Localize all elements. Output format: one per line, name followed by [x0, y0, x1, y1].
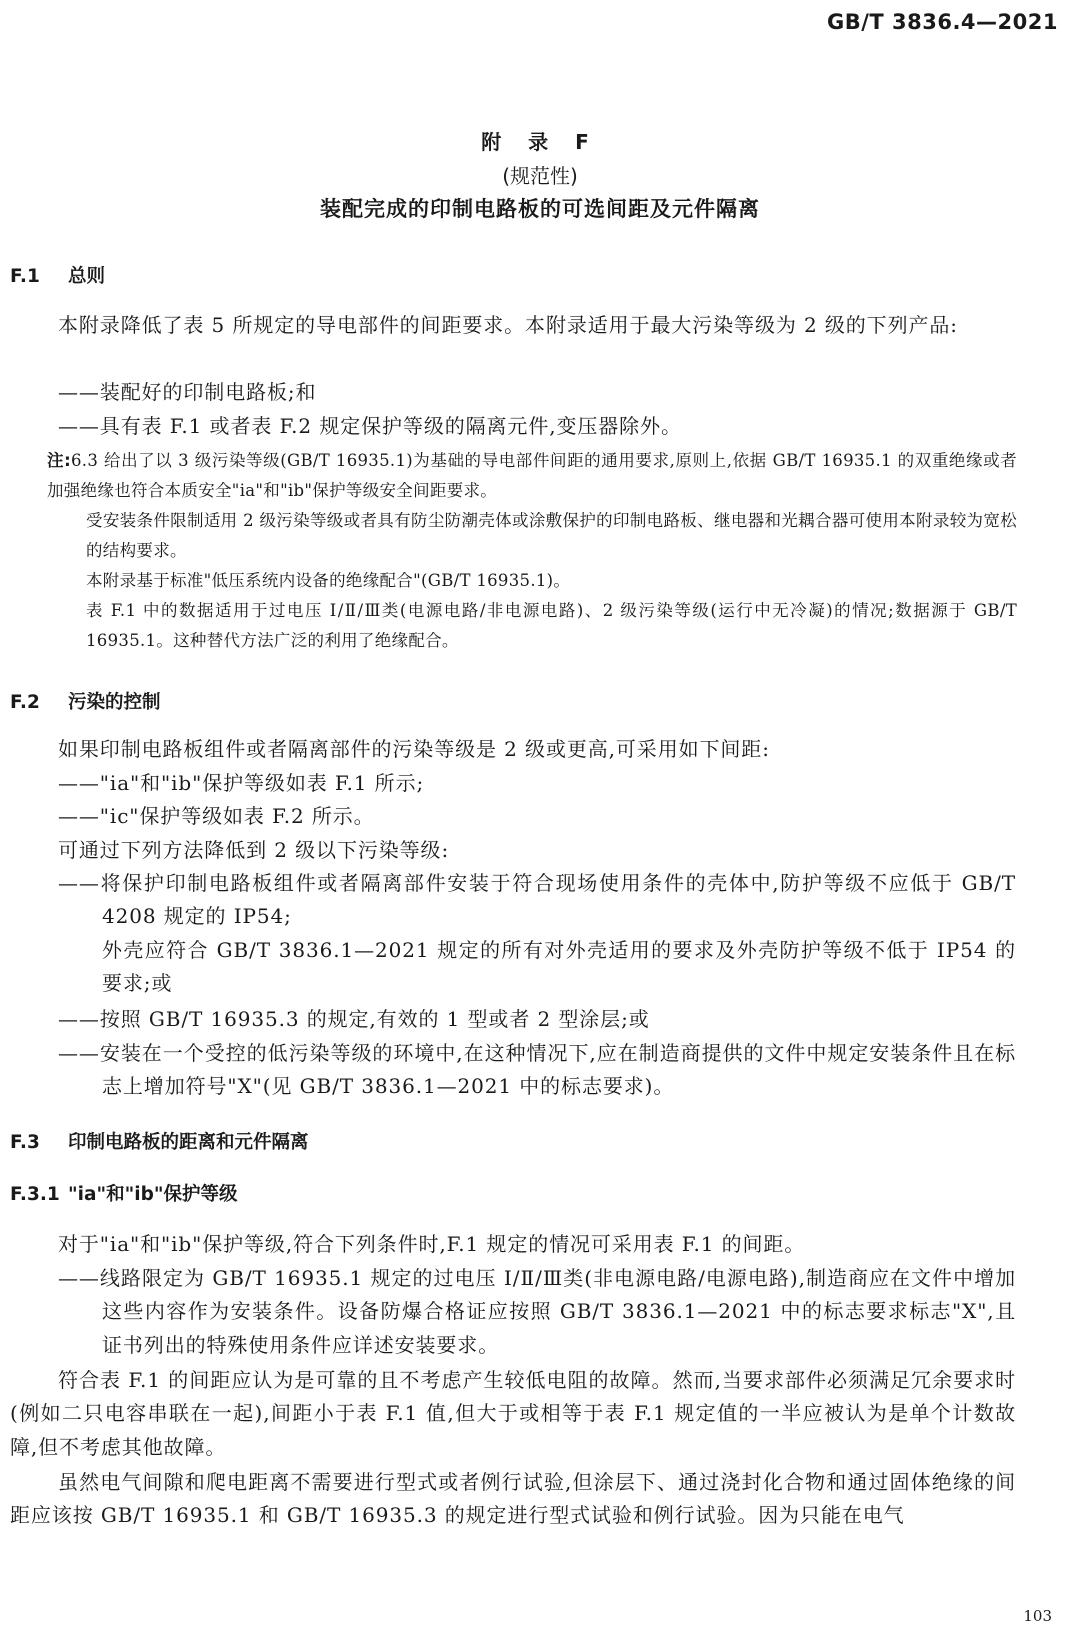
section-number: F.2 — [10, 692, 40, 713]
paragraph: 如果印制电路板组件或者隔离部件的污染等级是 2 级或更高,可采用如下间距: — [58, 737, 770, 761]
note-text: 本附录基于标准"低压系统内设备的绝缘配合"(GB/T 16935.1)。 — [86, 571, 571, 590]
list-item: ——将保护印制电路板组件或者隔离部件安装于符合现场使用条件的壳体中,防护等级不应低于 GB/T 4208 规定的 IP54; — [58, 871, 1016, 929]
section-heading-f1 — [10, 262, 105, 288]
page-number: 103 — [1023, 1607, 1052, 1625]
note-label: 注: — [47, 451, 71, 470]
section-number: F.1 — [10, 266, 40, 287]
list-item: ——线路限定为 GB/T 16935.1 规定的过电压 Ⅰ/Ⅱ/Ⅲ类(非电源电路/电源电路),制造商应在文件中增加这些内容作为安装条件。设备防爆合格证应按照 GB/T 3836.1—2021 中的标志要求标志"X",且证书列出的特殊使用条件应详述安装要求。 — [58, 1266, 1016, 1357]
appendix-type: (规范性) — [502, 164, 578, 188]
paragraph: 符合表 F.1 的间距应认为是可靠的且不考虑产生较低电阻的故障。然而,当要求部件必须满足冗余要求时(例如二只电容串联在一起),间距小于表 F.1 值,但大于或相等于表 F.1 规定值的一半应被认为是单个计数故障,但不考虑其他故障。 — [10, 1368, 1016, 1459]
standard-code: GB/T 3836.4—2021 — [826, 10, 1058, 34]
list-item: ——"ia"和"ib"保护等级如表 F.1 所示; — [58, 771, 425, 795]
note-text: 6.3 给出了以 3 级污染等级(GB/T 16935.1)为基础的导电部件间距的通用要求,原则上,依据 GB/T 16935.1 的双重绝缘或者加强绝缘也符合本质安全"ia"和"ib"保护等级安全间距要求。 — [47, 451, 1018, 500]
paragraph: 可通过下列方法降低到 2 级以下污染等级: — [58, 838, 450, 862]
note-text: 表 F.1 中的数据适用于过电压 Ⅰ/Ⅱ/Ⅲ类(电源电路/非电源电路)、2 级污染等级(运行中无冷凝)的情况;数据源于 GB/T 16935.1。这种替代方法广泛的利用了绝缘配合。 — [86, 601, 1017, 650]
section-title: "ia"和"ib"保护等级 — [68, 1184, 238, 1205]
section-heading-f31 — [10, 1180, 237, 1206]
section-heading-f2 — [10, 688, 161, 714]
paragraph: 本附录降低了表 5 所规定的导电部件的间距要求。本附录适用于最大污染等级为 2 级的下列产品: — [58, 313, 958, 337]
appendix-title: 附 录 F — [481, 130, 599, 154]
section-title: 印制电路板的距离和元件隔离 — [68, 1132, 309, 1153]
section-title: 污染的控制 — [68, 692, 161, 713]
list-item: ——具有表 F.1 或者表 F.2 规定保护等级的隔离元件,变压器除外。 — [58, 414, 682, 438]
list-item-continuation: 外壳应符合 GB/T 3836.1—2021 规定的所有对外壳适用的要求及外壳防护等级不低于 IP54 的要求;或 — [102, 938, 1016, 996]
appendix-subtitle: 装配完成的印制电路板的可选间距及元件隔离 — [320, 197, 760, 221]
section-number: F.3.1 — [10, 1184, 60, 1205]
list-item: ——"ic"保护等级如表 F.2 所示。 — [58, 804, 375, 828]
section-number: F.3 — [10, 1132, 40, 1153]
note-text: 受安装条件限制适用 2 级污染等级或者具有防尘防潮壳体或涂敷保护的印制电路板、继电器和光耦合器可使用本附录较为宽松的结构要求。 — [86, 511, 1017, 560]
section-heading-f3 — [10, 1128, 309, 1154]
paragraph: 虽然电气间隙和爬电距离不需要进行型式或者例行试验,但涂层下、通过浇封化合物和通过固体绝缘的间距应该按 GB/T 16935.1 和 GB/T 16935.3 的规定进行型式试验和例行试验。因为只能在电气 — [10, 1470, 1016, 1528]
list-item: ——装配好的印制电路板;和 — [58, 380, 317, 404]
note-block — [47, 446, 1017, 505]
section-title: 总则 — [68, 266, 106, 287]
list-item: ——按照 GB/T 16935.3 的规定,有效的 1 型或者 2 型涂层;或 — [58, 1007, 650, 1031]
list-item: ——安装在一个受控的低污染等级的环境中,在这种情况下,应在制造商提供的文件中规定安装条件且在标志上增加符号"X"(见 GB/T 3836.1—2021 中的标志要求)。 — [58, 1041, 1016, 1099]
paragraph: 对于"ia"和"ib"保护等级,符合下列条件时,F.1 规定的情况可采用表 F.1 的间距。 — [58, 1232, 806, 1256]
